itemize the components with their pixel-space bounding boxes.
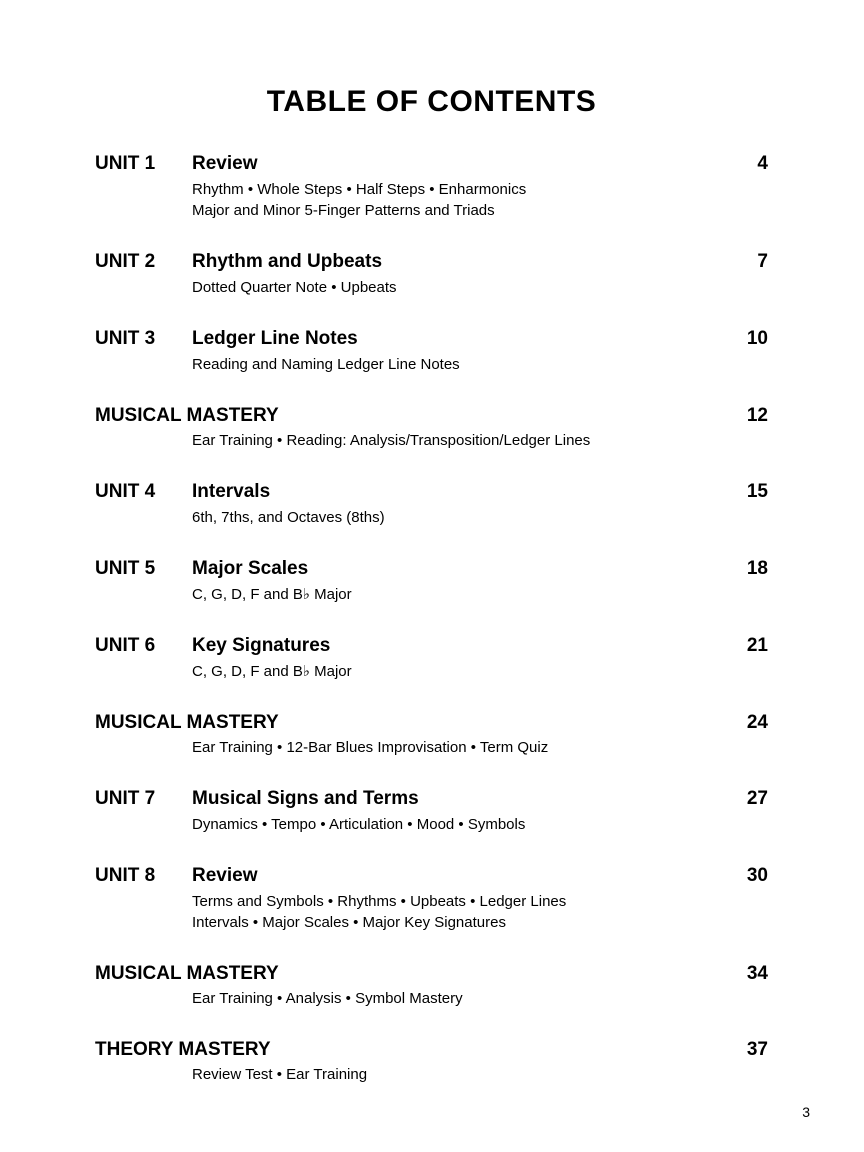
entry-title: Review (192, 153, 258, 174)
entry-label: MUSICAL MASTERY (95, 963, 279, 984)
entry-page-number: 4 (757, 153, 768, 174)
page-title: TABLE OF CONTENTS (266, 85, 597, 118)
entry-main (192, 557, 704, 605)
entry-title: Major Scales (192, 558, 309, 579)
entry-label: UNIT 3 (95, 328, 156, 349)
entry-subtitle: C, G, D, F and B♭ Major (192, 663, 352, 680)
entry-subtitle: Ear Training • 12-Bar Blues Improvisation • Term Quiz (192, 739, 549, 756)
entry-title: Rhythm and Upbeats (192, 251, 383, 272)
entry-subtitle: Major and Minor 5-Finger Patterns and Triads (192, 202, 495, 219)
entry-page-number: 30 (746, 865, 768, 886)
toc-entry (95, 711, 768, 758)
entry-label: UNIT 6 (95, 635, 156, 656)
toc-entry (95, 1038, 768, 1085)
entry-title: Review (192, 865, 258, 886)
entry-label: UNIT 4 (95, 481, 156, 502)
entry-main (192, 1038, 704, 1085)
entry-page-number: 10 (746, 328, 768, 349)
toc-entry (95, 787, 768, 835)
entry-main (192, 152, 704, 221)
entry-subtitle: Ear Training • Analysis • Symbol Mastery (192, 990, 463, 1007)
toc-entry (95, 962, 768, 1009)
toc-entry (95, 250, 768, 298)
entry-label: UNIT 5 (95, 558, 156, 579)
entry-subtitle: Ear Training • Reading: Analysis/Transposition/Ledger Lines (192, 432, 591, 449)
entry-title: Intervals (192, 481, 271, 502)
entry-subtitle: C, G, D, F and B♭ Major (192, 586, 352, 603)
entry-main (192, 634, 704, 682)
entry-subtitle: Intervals • Major Scales • Major Key Signatures (192, 914, 506, 931)
entry-main (192, 962, 704, 1009)
entry-main (192, 711, 704, 758)
entry-title: Key Signatures (192, 635, 331, 656)
entry-subtitle: Dynamics • Tempo • Articulation • Mood • Symbols (192, 816, 526, 833)
entry-subtitle: Review Test • Ear Training (192, 1066, 368, 1083)
entry-label: UNIT 7 (95, 788, 156, 809)
entry-page-number: 12 (746, 405, 768, 426)
folio-page-number: 3 (802, 1104, 810, 1120)
entry-main (192, 480, 704, 528)
toc-entry (95, 864, 768, 933)
toc-entry (95, 152, 768, 221)
toc-entry (95, 480, 768, 528)
entry-label: UNIT 1 (95, 153, 156, 174)
entry-label: THEORY MASTERY (95, 1039, 271, 1060)
toc-entry (95, 634, 768, 682)
entry-page-number: 15 (746, 481, 768, 502)
entry-subtitle: Dotted Quarter Note • Upbeats (192, 279, 397, 296)
entry-page-number: 37 (746, 1039, 768, 1060)
entry-main (192, 404, 704, 451)
toc-entry (95, 327, 768, 375)
toc-entry (95, 557, 768, 605)
entry-subtitle: Terms and Symbols • Rhythms • Upbeats • Ledger Lines (192, 893, 567, 910)
entry-main (192, 250, 704, 298)
entry-title: Ledger Line Notes (192, 328, 358, 349)
entry-main (192, 787, 704, 835)
entry-subtitle: Rhythm • Whole Steps • Half Steps • Enharmonics (192, 181, 527, 198)
entry-main (192, 327, 704, 375)
entry-label: MUSICAL MASTERY (95, 405, 279, 426)
entry-page-number: 7 (757, 251, 768, 272)
entry-main (192, 864, 704, 933)
entry-subtitle: 6th, 7ths, and Octaves (8ths) (192, 509, 385, 526)
entry-label: MUSICAL MASTERY (95, 712, 279, 733)
entry-title: Musical Signs and Terms (192, 788, 419, 809)
entry-label: UNIT 2 (95, 251, 156, 272)
entry-subtitle: Reading and Naming Ledger Line Notes (192, 356, 460, 373)
entry-page-number: 21 (746, 635, 768, 656)
entry-page-number: 18 (746, 558, 768, 579)
toc-entry (95, 404, 768, 451)
entry-page-number: 27 (746, 788, 768, 809)
entry-label: UNIT 8 (95, 865, 156, 886)
entry-page-number: 24 (746, 712, 768, 733)
entry-page-number: 34 (746, 963, 768, 984)
